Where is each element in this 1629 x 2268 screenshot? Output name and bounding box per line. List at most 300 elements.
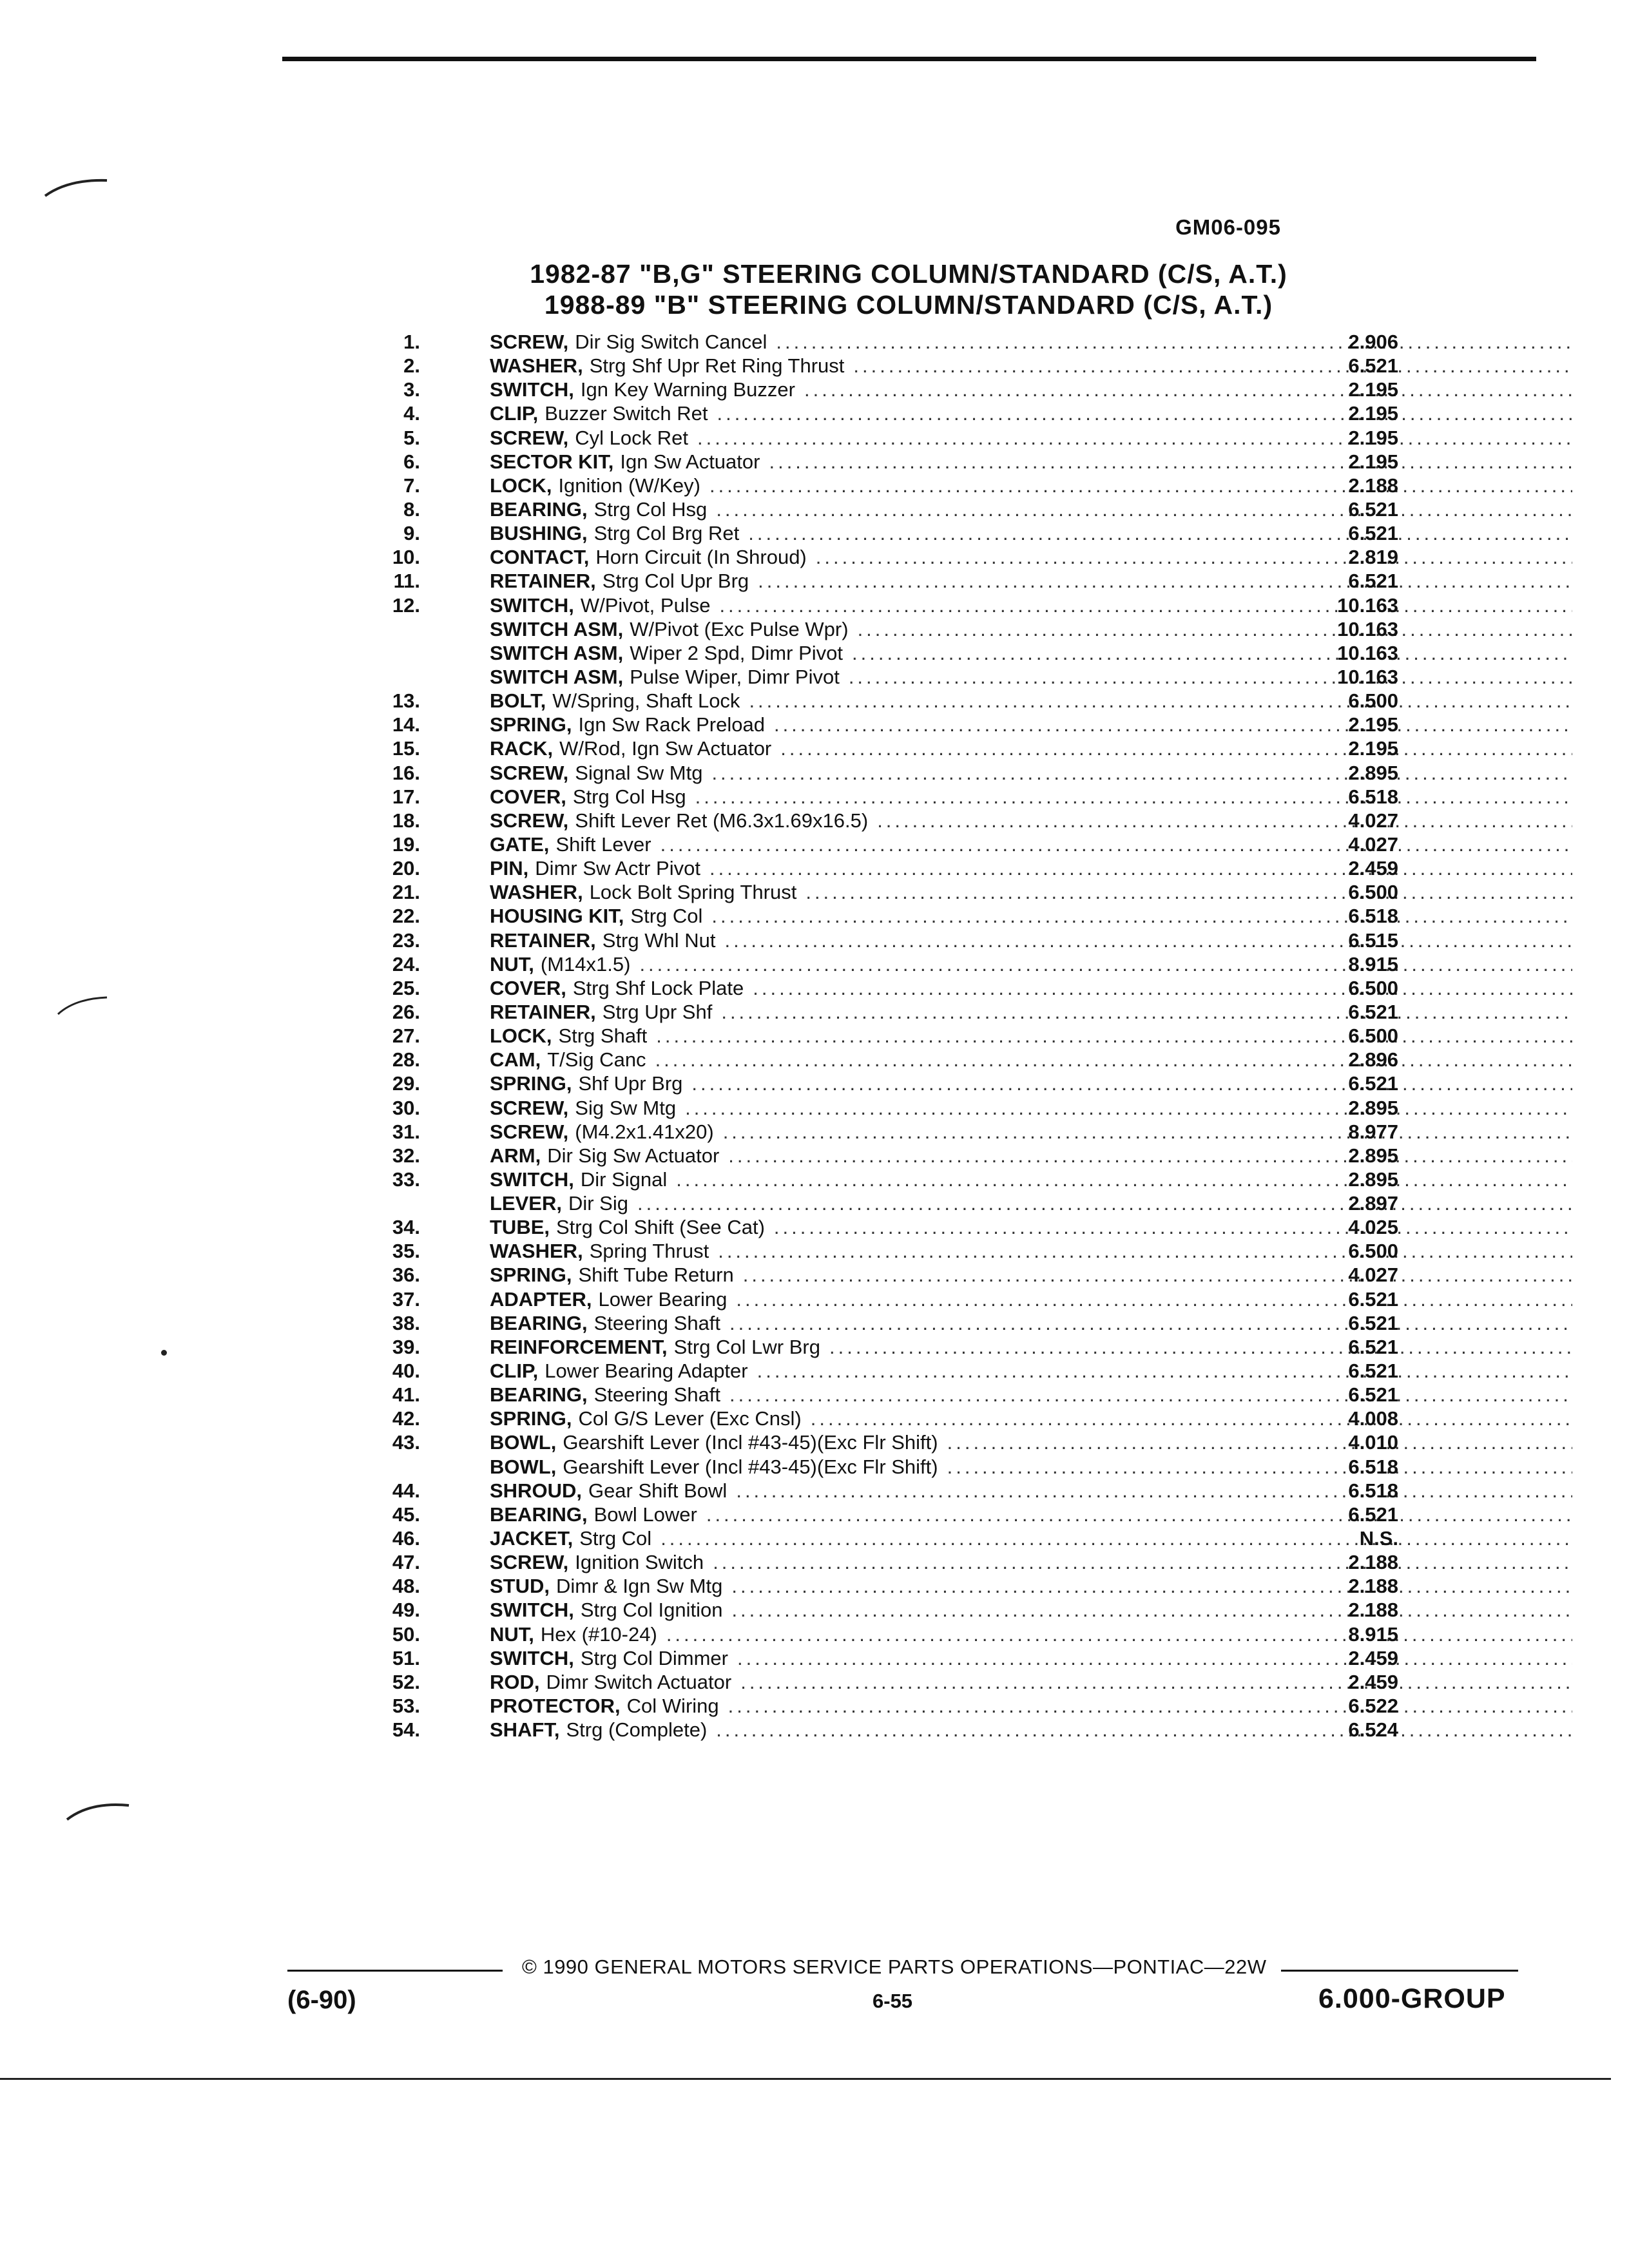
part-description bbox=[490, 354, 1572, 378]
part-row bbox=[322, 1191, 1469, 1215]
part-description bbox=[490, 474, 1572, 497]
part-row bbox=[322, 976, 1469, 1000]
part-number: 6. bbox=[403, 450, 420, 473]
part-row bbox=[322, 1263, 1469, 1287]
part-row bbox=[322, 330, 1469, 354]
part-name: SHAFT, bbox=[490, 1718, 560, 1742]
bottom-rule bbox=[0, 2078, 1611, 2080]
part-row bbox=[322, 641, 1469, 665]
part-detail: W/Pivot (Exc Pulse Wpr) bbox=[630, 617, 849, 640]
part-group-number: 6.500 bbox=[1348, 689, 1398, 713]
part-detail: Strg Whl Nut bbox=[602, 928, 716, 952]
part-description bbox=[490, 1191, 1572, 1215]
dot-leader bbox=[877, 809, 1572, 832]
dot-leader bbox=[804, 378, 1572, 401]
dot-leader bbox=[776, 330, 1572, 354]
part-description bbox=[490, 1311, 1572, 1335]
dot-leader bbox=[711, 761, 1572, 785]
part-name: REINFORCEMENT, bbox=[490, 1335, 668, 1358]
part-description bbox=[490, 809, 1572, 832]
dot-leader bbox=[691, 1072, 1572, 1095]
part-group-number: 2.188 bbox=[1348, 1575, 1398, 1598]
part-group-number: 6.521 bbox=[1348, 1287, 1398, 1311]
dot-leader bbox=[713, 1550, 1572, 1574]
part-detail: Gearshift Lever (Incl #43-45)(Exc Flr Shift) bbox=[563, 1431, 938, 1454]
part-group-number: 6.521 bbox=[1348, 522, 1398, 545]
footer-rule-left bbox=[287, 1970, 503, 1972]
part-detail: Lower Bearing Adapter bbox=[545, 1360, 748, 1383]
part-name: SCREW, bbox=[490, 1096, 569, 1119]
part-number: 45. bbox=[392, 1503, 420, 1526]
part-name: SCREW, bbox=[490, 809, 569, 832]
part-name: SECTOR KIT, bbox=[490, 450, 614, 473]
part-group-number: 6.521 bbox=[1348, 1311, 1398, 1334]
dot-leader bbox=[731, 1598, 1572, 1622]
part-name: BEARING, bbox=[490, 1383, 588, 1407]
part-group-number: 4.010 bbox=[1348, 1431, 1398, 1454]
part-number: 44. bbox=[392, 1479, 420, 1502]
part-detail: Strg Col Lwr Brg bbox=[673, 1335, 820, 1358]
margin-dot bbox=[161, 1350, 167, 1356]
dot-leader bbox=[695, 785, 1572, 809]
part-number: 17. bbox=[392, 785, 420, 808]
part-number: 28. bbox=[392, 1048, 420, 1072]
part-number: 29. bbox=[392, 1072, 420, 1095]
dot-leader bbox=[724, 928, 1572, 952]
part-detail: Cyl Lock Ret bbox=[575, 426, 689, 449]
part-name: SWITCH, bbox=[490, 1168, 574, 1191]
part-description bbox=[490, 1359, 1572, 1383]
part-group-number: 6.518 bbox=[1348, 785, 1398, 808]
part-row bbox=[322, 785, 1469, 809]
part-number: 12. bbox=[392, 593, 420, 617]
part-detail: Lower Bearing bbox=[598, 1287, 728, 1311]
part-name: ADAPTER, bbox=[490, 1287, 592, 1311]
part-detail: Ignition Switch bbox=[575, 1551, 704, 1574]
part-detail: (M14x1.5) bbox=[540, 952, 631, 975]
part-name: BOWL, bbox=[490, 1431, 557, 1454]
dot-leader bbox=[637, 1191, 1572, 1215]
part-description bbox=[490, 1550, 1572, 1574]
part-group-number: 4.025 bbox=[1348, 1216, 1398, 1239]
part-group-number: 6.521 bbox=[1348, 1335, 1398, 1358]
part-number: 53. bbox=[392, 1695, 420, 1718]
part-description bbox=[490, 497, 1572, 521]
part-description bbox=[490, 569, 1572, 593]
part-name: BEARING, bbox=[490, 1503, 588, 1526]
part-name: ROD, bbox=[490, 1670, 540, 1693]
part-row bbox=[322, 1407, 1469, 1430]
part-number: 19. bbox=[392, 832, 420, 856]
part-name: SPRING, bbox=[490, 1264, 572, 1287]
part-row bbox=[322, 761, 1469, 785]
dot-leader bbox=[757, 1359, 1572, 1383]
part-row bbox=[322, 1000, 1469, 1024]
part-name: CLIP, bbox=[490, 402, 539, 425]
part-row bbox=[322, 401, 1469, 425]
part-group-number: 2.896 bbox=[1348, 1048, 1398, 1072]
part-group-number: 2.188 bbox=[1348, 474, 1398, 497]
part-name: JACKET, bbox=[490, 1527, 574, 1550]
part-description bbox=[490, 1718, 1572, 1742]
dot-leader bbox=[829, 1335, 1572, 1359]
part-group-number: 6.521 bbox=[1348, 1072, 1398, 1095]
dot-leader bbox=[723, 1120, 1572, 1144]
part-detail: Shift Lever Ret (M6.3x1.69x16.5) bbox=[575, 809, 869, 832]
dot-leader bbox=[774, 713, 1572, 736]
part-group-number: 2.895 bbox=[1348, 1144, 1398, 1167]
part-detail: Shift Tube Return bbox=[578, 1264, 734, 1287]
dot-leader bbox=[849, 665, 1572, 689]
part-row bbox=[322, 1168, 1469, 1191]
part-row bbox=[322, 1670, 1469, 1694]
part-row bbox=[322, 497, 1469, 521]
dot-leader bbox=[666, 1622, 1572, 1646]
dot-leader bbox=[717, 401, 1573, 425]
part-detail: Dir Sig Sw Actuator bbox=[547, 1144, 720, 1167]
part-row bbox=[322, 1622, 1469, 1646]
dot-leader bbox=[769, 450, 1572, 474]
part-name: RETAINER, bbox=[490, 570, 596, 593]
part-description bbox=[490, 952, 1572, 976]
part-number: 13. bbox=[392, 689, 420, 713]
part-description bbox=[490, 1215, 1572, 1239]
part-detail: Dimr & Ign Sw Mtg bbox=[556, 1575, 723, 1598]
part-number: 27. bbox=[392, 1024, 420, 1048]
part-description bbox=[490, 1072, 1572, 1095]
part-description bbox=[490, 832, 1572, 856]
part-detail: Buzzer Switch Ret bbox=[545, 402, 708, 425]
dot-leader bbox=[709, 474, 1572, 497]
page-number: 6-55 bbox=[872, 1990, 913, 2012]
part-detail: Strg Col Dimmer bbox=[580, 1646, 728, 1669]
part-detail: Col Wiring bbox=[626, 1695, 719, 1718]
part-group-number: 2.459 bbox=[1348, 857, 1398, 880]
part-row bbox=[322, 665, 1469, 689]
part-group-number: 6.521 bbox=[1348, 1000, 1398, 1023]
part-name: LEVER, bbox=[490, 1192, 562, 1215]
part-number: 1. bbox=[403, 331, 420, 353]
part-number: 4. bbox=[403, 402, 420, 425]
part-row bbox=[322, 1430, 1469, 1454]
part-number: 10. bbox=[392, 546, 420, 569]
part-group-number: 10.163 bbox=[1337, 665, 1398, 688]
part-description bbox=[490, 1598, 1572, 1622]
part-group-number: 8.915 bbox=[1348, 1622, 1398, 1646]
part-group-number: 6.500 bbox=[1348, 1024, 1398, 1048]
part-description bbox=[490, 1430, 1572, 1454]
part-group-number: 2.195 bbox=[1348, 450, 1398, 473]
part-number: 41. bbox=[392, 1383, 420, 1407]
part-description bbox=[490, 1120, 1572, 1144]
part-description bbox=[490, 1144, 1572, 1168]
part-name: RETAINER, bbox=[490, 928, 596, 952]
part-group-number: 2.188 bbox=[1348, 1599, 1398, 1622]
part-detail: Dimr Sw Actr Pivot bbox=[535, 857, 700, 880]
part-detail: Dir Signal bbox=[580, 1168, 668, 1191]
part-number: 32. bbox=[392, 1144, 420, 1167]
dot-leader bbox=[716, 497, 1572, 521]
part-detail: Gear Shift Bowl bbox=[588, 1479, 728, 1502]
part-detail: Strg Col bbox=[579, 1527, 652, 1550]
part-group-number: 6.522 bbox=[1348, 1695, 1398, 1718]
part-group-number: 2.819 bbox=[1348, 546, 1398, 569]
part-detail: Bowl Lower bbox=[593, 1503, 697, 1526]
part-row bbox=[322, 1239, 1469, 1263]
part-name: SWITCH ASM, bbox=[490, 617, 624, 640]
part-name: SPRING, bbox=[490, 713, 572, 736]
part-description bbox=[490, 713, 1572, 736]
part-description bbox=[490, 1335, 1572, 1359]
part-number: 51. bbox=[392, 1646, 420, 1669]
part-number: 42. bbox=[392, 1407, 420, 1430]
dot-leader bbox=[737, 1646, 1572, 1670]
part-detail: Horn Circuit (In Shroud) bbox=[595, 546, 807, 569]
part-group-number: 4.027 bbox=[1348, 809, 1398, 832]
part-number: 52. bbox=[392, 1670, 420, 1693]
dot-leader bbox=[660, 832, 1572, 856]
dot-leader bbox=[736, 1287, 1572, 1311]
part-group-number: 6.500 bbox=[1348, 976, 1398, 999]
margin-mark bbox=[64, 1798, 135, 1823]
dot-leader bbox=[758, 569, 1572, 593]
part-description bbox=[490, 1455, 1572, 1479]
part-description bbox=[490, 426, 1572, 450]
part-row bbox=[322, 1598, 1469, 1622]
part-number: 37. bbox=[392, 1287, 420, 1311]
part-number: 54. bbox=[392, 1718, 420, 1742]
part-number: 49. bbox=[392, 1599, 420, 1622]
dot-leader bbox=[639, 952, 1572, 976]
part-row bbox=[322, 1455, 1469, 1479]
part-row bbox=[322, 1646, 1469, 1670]
part-number: 9. bbox=[403, 522, 420, 545]
part-number: 3. bbox=[403, 378, 420, 401]
dot-leader bbox=[736, 1479, 1572, 1503]
part-row bbox=[322, 832, 1469, 856]
part-group-number: 2.895 bbox=[1348, 761, 1398, 784]
dot-leader bbox=[729, 1383, 1572, 1407]
dot-leader bbox=[697, 426, 1572, 450]
part-group-number: 2.195 bbox=[1348, 713, 1398, 736]
part-number: 33. bbox=[392, 1168, 420, 1191]
part-detail: Wiper 2 Spd, Dimr Pivot bbox=[630, 641, 843, 664]
part-name: WASHER, bbox=[490, 354, 583, 378]
part-row bbox=[322, 1694, 1469, 1718]
part-description bbox=[490, 1503, 1572, 1526]
part-row bbox=[322, 1359, 1469, 1383]
part-description bbox=[490, 1622, 1572, 1646]
part-number: 48. bbox=[392, 1575, 420, 1598]
document-code: GM06-095 bbox=[1175, 215, 1281, 239]
part-number: 50. bbox=[392, 1622, 420, 1646]
part-row bbox=[322, 713, 1469, 736]
part-detail: Gearshift Lever (Incl #43-45)(Exc Flr Shift) bbox=[563, 1455, 938, 1478]
part-row bbox=[322, 809, 1469, 832]
part-row bbox=[322, 1048, 1469, 1072]
dot-leader bbox=[743, 1263, 1572, 1287]
part-description bbox=[490, 856, 1572, 880]
part-description bbox=[490, 401, 1572, 425]
part-group-number: 6.521 bbox=[1348, 497, 1398, 521]
part-group-number: 4.008 bbox=[1348, 1407, 1398, 1430]
part-row bbox=[322, 1503, 1469, 1526]
part-row bbox=[322, 545, 1469, 569]
part-name: COVER, bbox=[490, 976, 566, 999]
part-row bbox=[322, 1526, 1469, 1550]
part-description bbox=[490, 1168, 1572, 1191]
part-row bbox=[322, 378, 1469, 401]
part-description bbox=[490, 450, 1572, 474]
part-description bbox=[490, 1383, 1572, 1407]
part-number: 18. bbox=[392, 809, 420, 832]
part-name: SWITCH, bbox=[490, 1646, 574, 1669]
part-name: CLIP, bbox=[490, 1360, 539, 1383]
part-description bbox=[490, 1574, 1572, 1598]
top-rule bbox=[282, 57, 1536, 61]
part-number: 22. bbox=[392, 905, 420, 928]
part-name: NUT, bbox=[490, 952, 534, 975]
part-description bbox=[490, 1048, 1572, 1072]
part-group-number: 4.027 bbox=[1348, 1264, 1398, 1287]
part-group-number: 6.518 bbox=[1348, 1455, 1398, 1478]
dot-leader bbox=[716, 1718, 1572, 1742]
part-row bbox=[322, 617, 1469, 641]
dot-leader bbox=[749, 689, 1572, 713]
part-row bbox=[322, 1550, 1469, 1574]
part-name: SWITCH, bbox=[490, 593, 574, 617]
copyright: © 1990 GENERAL MOTORS SERVICE PARTS OPERATIONS—PONTIAC—22W bbox=[522, 1956, 1267, 1978]
part-name: SPRING, bbox=[490, 1407, 572, 1430]
part-detail: Shf Upr Brg bbox=[578, 1072, 683, 1095]
part-detail: W/Pivot, Pulse bbox=[580, 593, 711, 617]
part-group-number: 6.521 bbox=[1348, 1503, 1398, 1526]
part-number: 14. bbox=[392, 713, 420, 736]
group-label: 6.000-GROUP bbox=[1318, 1983, 1506, 2014]
parts-list bbox=[322, 330, 1469, 1742]
dot-leader bbox=[816, 545, 1572, 569]
part-number: 25. bbox=[392, 976, 420, 999]
part-row bbox=[322, 1574, 1469, 1598]
part-detail: Spring Thrust bbox=[589, 1240, 709, 1263]
dot-leader bbox=[729, 1311, 1572, 1335]
dot-leader bbox=[719, 593, 1572, 617]
part-row bbox=[322, 354, 1469, 378]
part-detail: Strg Col Ignition bbox=[580, 1599, 723, 1622]
part-number: 11. bbox=[393, 570, 420, 593]
part-name: ARM, bbox=[490, 1144, 541, 1167]
part-description bbox=[490, 1000, 1572, 1024]
part-description bbox=[490, 545, 1572, 569]
margin-mark bbox=[43, 174, 113, 200]
part-group-number: 6.521 bbox=[1348, 1360, 1398, 1383]
part-name: BOLT, bbox=[490, 689, 546, 713]
dot-leader bbox=[811, 1407, 1572, 1430]
part-description bbox=[490, 1024, 1572, 1048]
part-row bbox=[322, 928, 1469, 952]
part-group-number: 10.163 bbox=[1337, 617, 1398, 640]
part-row bbox=[322, 689, 1469, 713]
part-description bbox=[490, 665, 1572, 689]
part-name: CONTACT, bbox=[490, 546, 590, 569]
part-row bbox=[322, 904, 1469, 928]
part-name: GATE, bbox=[490, 832, 550, 856]
part-detail: Ign Sw Rack Preload bbox=[578, 713, 765, 736]
part-description bbox=[490, 1526, 1572, 1550]
part-name: LOCK, bbox=[490, 474, 552, 497]
part-row bbox=[322, 1311, 1469, 1335]
part-number: 43. bbox=[392, 1431, 420, 1454]
dot-leader bbox=[853, 354, 1572, 378]
part-group-number: 8.915 bbox=[1348, 952, 1398, 975]
part-number: 21. bbox=[392, 881, 420, 904]
part-name: SCREW, bbox=[490, 1551, 569, 1574]
part-detail: Signal Sw Mtg bbox=[575, 761, 703, 784]
part-name: NUT, bbox=[490, 1622, 534, 1646]
dot-leader bbox=[706, 1503, 1572, 1526]
part-row bbox=[322, 1096, 1469, 1120]
part-name: WASHER, bbox=[490, 881, 583, 904]
part-row bbox=[322, 1383, 1469, 1407]
dot-leader bbox=[858, 617, 1572, 641]
part-number: 38. bbox=[392, 1311, 420, 1334]
dot-leader bbox=[852, 641, 1572, 665]
part-detail: Strg Col bbox=[630, 905, 703, 928]
part-group-number: 2.897 bbox=[1348, 1192, 1398, 1215]
part-row bbox=[322, 856, 1469, 880]
part-name: PROTECTOR, bbox=[490, 1695, 621, 1718]
part-description bbox=[490, 928, 1572, 952]
part-group-number: 2.195 bbox=[1348, 378, 1398, 401]
margin-mark bbox=[55, 992, 113, 1018]
part-group-number: 6.518 bbox=[1348, 905, 1398, 928]
part-detail: Steering Shaft bbox=[593, 1311, 721, 1334]
part-detail: Hex (#10-24) bbox=[540, 1622, 657, 1646]
part-group-number: 6.500 bbox=[1348, 1240, 1398, 1263]
part-row bbox=[322, 1024, 1469, 1048]
part-number: 46. bbox=[392, 1527, 420, 1550]
dot-leader bbox=[748, 521, 1572, 545]
part-name: HOUSING KIT, bbox=[490, 905, 624, 928]
part-group-number: 8.977 bbox=[1348, 1120, 1398, 1143]
part-name: COVER, bbox=[490, 785, 566, 808]
part-row bbox=[322, 1335, 1469, 1359]
part-group-number: 6.521 bbox=[1348, 1383, 1398, 1407]
part-name: BEARING, bbox=[490, 497, 588, 521]
part-name: SHROUD, bbox=[490, 1479, 582, 1502]
part-group-number: 2.195 bbox=[1348, 426, 1398, 449]
part-detail: Col G/S Lever (Exc Cnsl) bbox=[578, 1407, 802, 1430]
part-number: 24. bbox=[392, 952, 420, 975]
part-name: RACK, bbox=[490, 737, 554, 760]
part-group-number: 2.895 bbox=[1348, 1168, 1398, 1191]
part-description bbox=[490, 378, 1572, 401]
part-group-number: 2.459 bbox=[1348, 1646, 1398, 1669]
part-number: 15. bbox=[392, 737, 420, 760]
part-name: SWITCH ASM, bbox=[490, 641, 624, 664]
part-detail: Shift Lever bbox=[555, 832, 651, 856]
part-name: SWITCH, bbox=[490, 1599, 574, 1622]
part-detail: Dimr Switch Actuator bbox=[546, 1670, 732, 1693]
part-detail: Ignition (W/Key) bbox=[558, 474, 700, 497]
dot-leader bbox=[740, 1670, 1572, 1694]
part-name: SCREW, bbox=[490, 761, 569, 784]
dot-leader bbox=[655, 1048, 1572, 1072]
part-detail: Strg (Complete) bbox=[566, 1718, 708, 1742]
part-name: STUD, bbox=[490, 1575, 550, 1598]
part-group-number: 10.163 bbox=[1337, 593, 1398, 617]
revision-date: (6-90) bbox=[287, 1986, 356, 2014]
